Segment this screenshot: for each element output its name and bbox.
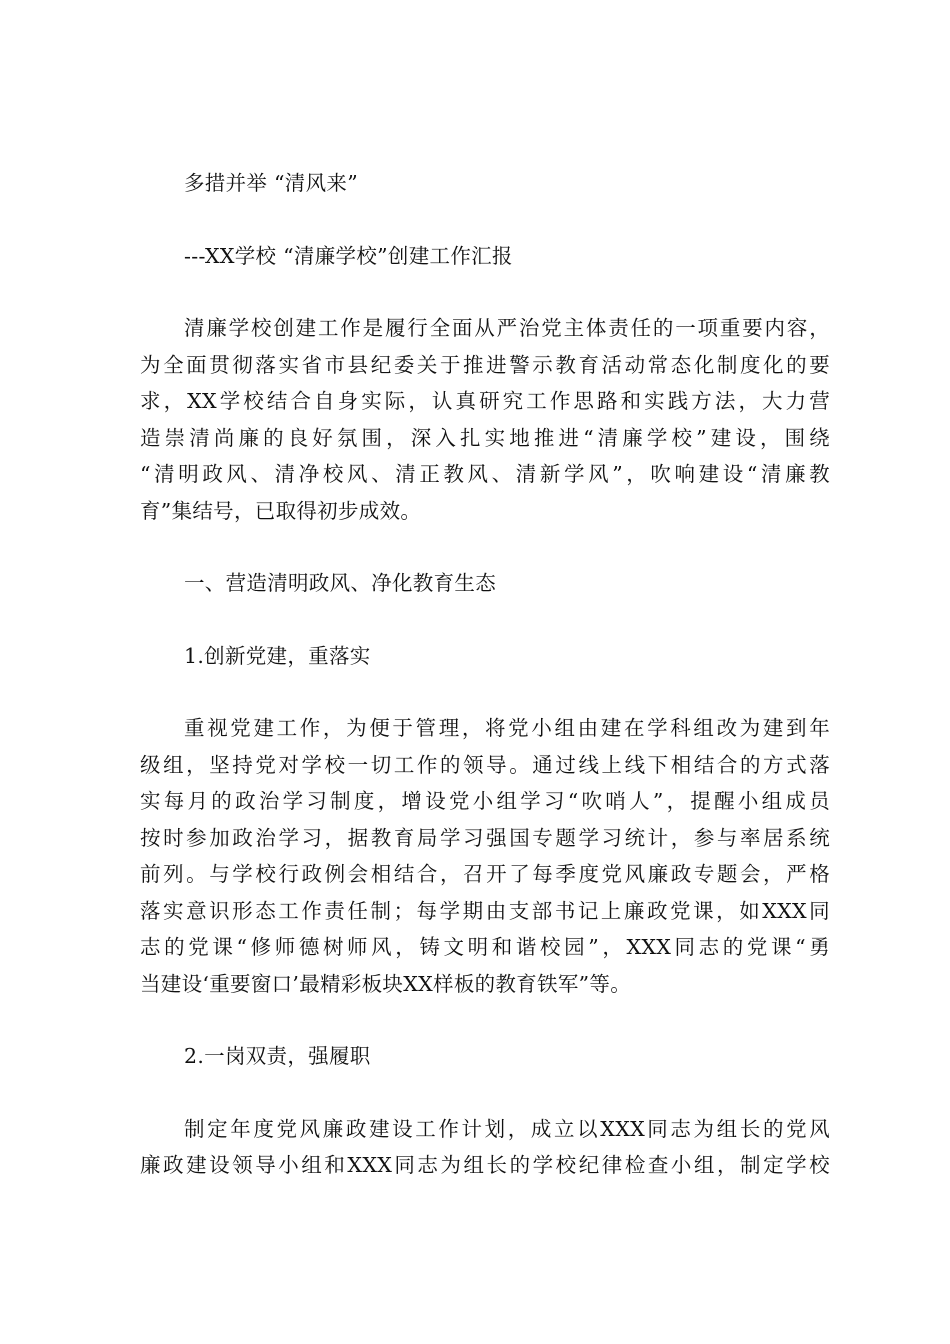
document-subtitle: ---XX学校 “清廉学校”创建工作汇报 xyxy=(184,243,513,268)
paragraph-line: 按时参加政治学习，据教育局学习强国专题学习统计，参与率居系统 xyxy=(140,825,830,850)
paragraph-line: “清明政风、清净校风、清正教风、清新学风”，吹响建设“清廉教 xyxy=(140,462,830,486)
paragraph-line: 落实意识形态工作责任制；每学期由支部书记上廉政党课，如XXX同 xyxy=(140,898,830,923)
document-content xyxy=(140,165,830,1184)
subsection-heading: 1.创新党建，重落实 xyxy=(184,643,371,668)
paragraph-line: 重视党建工作，为便于管理，将党小组由建在学科组改为建到年 xyxy=(184,716,830,740)
document-title: 多措并举 “清风来” xyxy=(184,171,358,195)
section-heading: 一、营造清明政风、净化教育生态 xyxy=(184,571,496,595)
paragraph-line: 为全面贯彻落实省市县纪委关于推进警示教育活动常态化制度化的要 xyxy=(140,352,830,377)
intro-paragraph xyxy=(140,310,830,529)
paragraph-line: 当建设‘重要窗口’最精彩板块XX样板的教育铁军”等。 xyxy=(140,971,631,996)
paragraph-line: 实每月的政治学习制度，增设党小组学习“吹哨人”，提醒小组成员 xyxy=(140,789,830,813)
paragraph-line: 前列。与学校行政例会相结合，召开了每季度党风廉政专题会，严格 xyxy=(140,862,830,886)
paragraph-line: 制定年度党风廉政建设工作计划，成立以XXX同志为组长的党风 xyxy=(184,1116,830,1141)
subsection-heading: 2.一岗双责，强履职 xyxy=(184,1044,371,1068)
item1-paragraph xyxy=(140,710,830,1002)
paragraph-line: 清廉学校创建工作是履行全面从严治党主体责任的一项重要内容， xyxy=(184,316,830,340)
paragraph-line: 求，XX学校结合自身实际，认真研究工作思路和实践方法，大力营 xyxy=(140,389,830,413)
paragraph-line: 级组，坚持党对学校一切工作的领导。通过线上线下相结合的方式落 xyxy=(140,752,830,777)
paragraph-line: 志的党课“修师德树师风，铸文明和谐校园”，XXX同志的党课“勇 xyxy=(140,935,830,959)
item2-paragraph xyxy=(140,1111,830,1184)
paragraph-line: 育”集结号，已取得初步成效。 xyxy=(140,498,422,523)
paragraph-line: 廉政建设领导小组和XXX同志为组长的学校纪律检查小组，制定学校 xyxy=(140,1153,830,1177)
paragraph-line: 造崇清尚廉的良好氛围，深入扎实地推进“清廉学校”建设，围绕 xyxy=(140,425,830,450)
